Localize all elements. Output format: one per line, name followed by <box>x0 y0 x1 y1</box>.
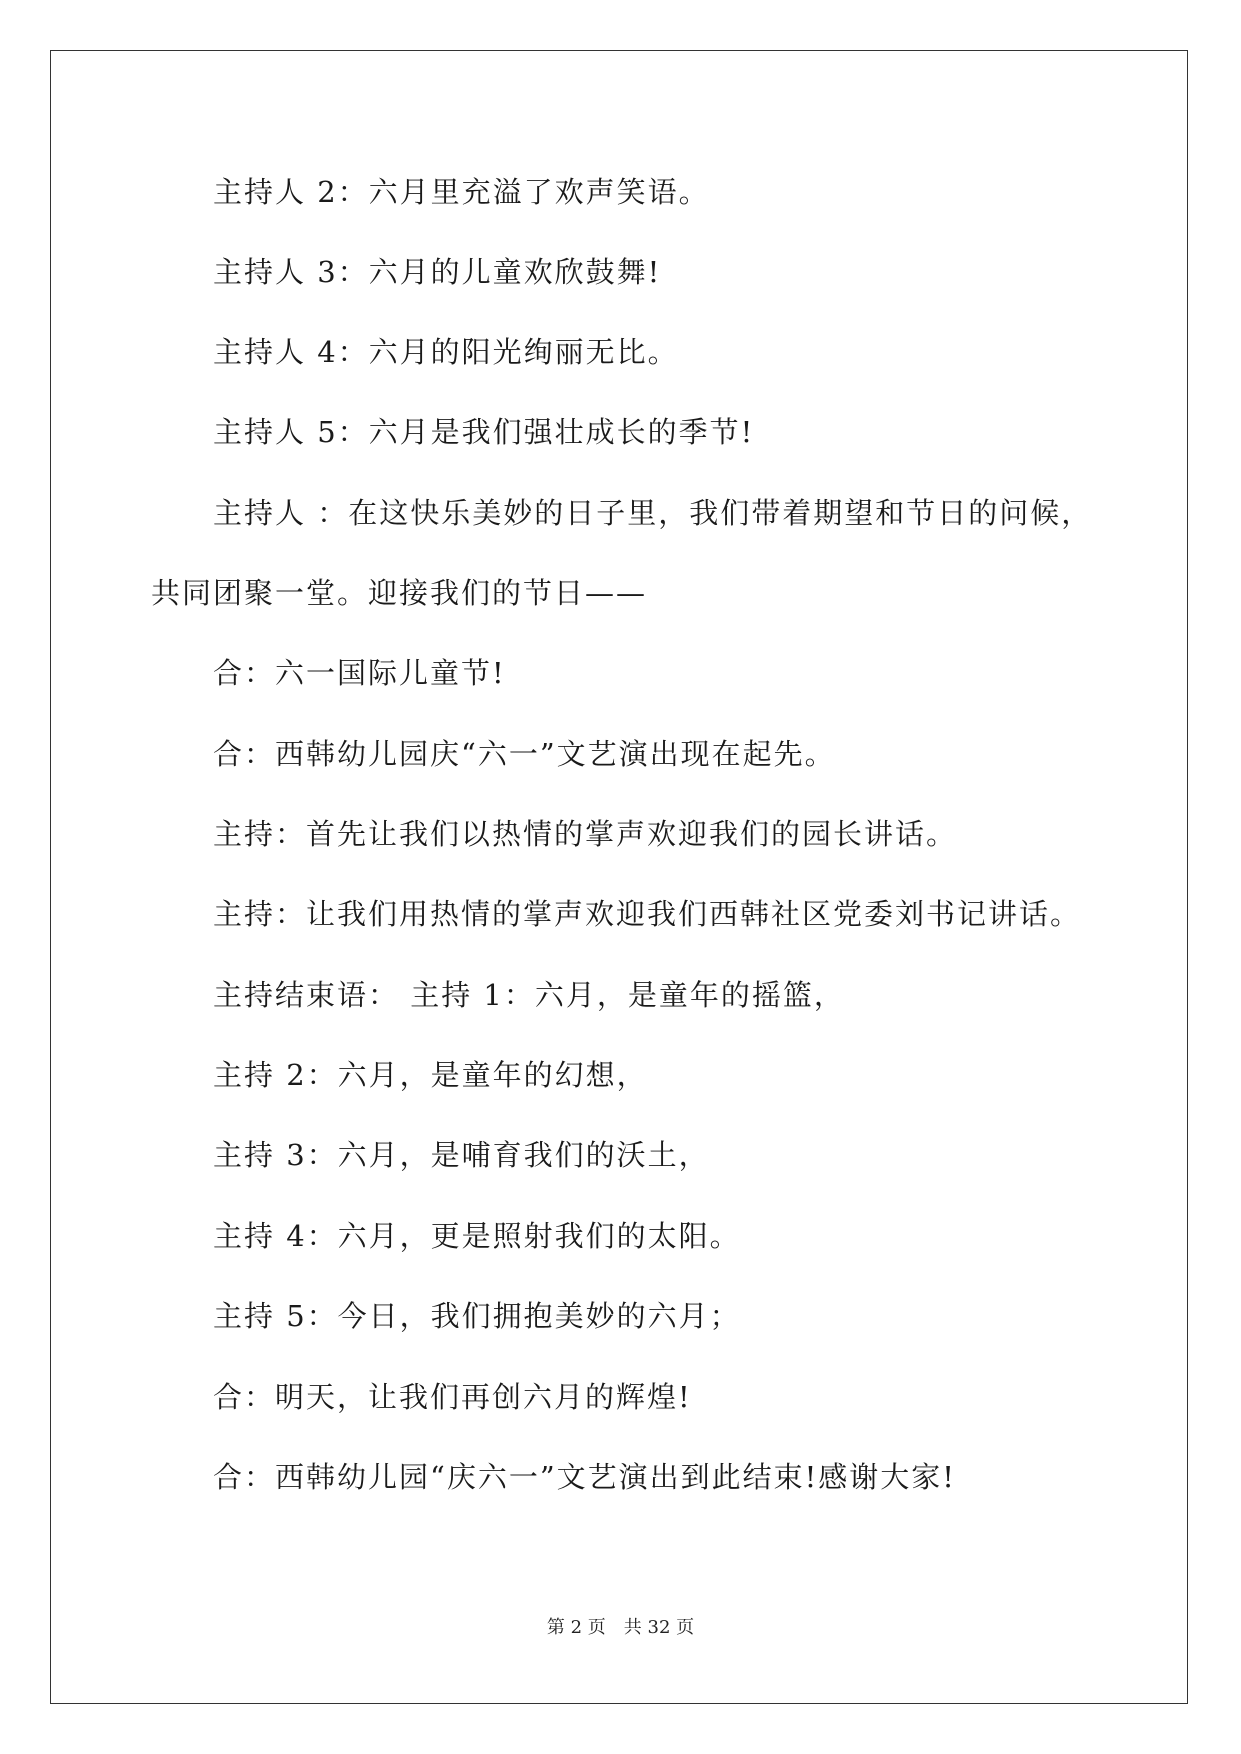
closing-host-2-line: 主持 2：六月，是童年的幻想， <box>213 1058 648 1092</box>
chorus-line-1: 合：六一国际儿童节! <box>213 656 506 690</box>
closing-chorus-line-2: 合：西韩幼儿园“庆六一”文艺演出到此结束!感谢大家! <box>213 1460 956 1494</box>
closing-host-4-line: 主持 4：六月，更是照射我们的太阳。 <box>213 1219 741 1253</box>
host-line: 主持人 ：在这快乐美妙的日子里，我们带着期望和节日的问候， <box>213 496 1093 530</box>
closing-host-5-line: 主持 5：今日，我们拥抱美妙的六月； <box>213 1299 741 1333</box>
host-line-continued: 共同团聚一堂。迎接我们的节日—— <box>151 576 648 610</box>
host-5-line: 主持人 5：六月是我们强壮成长的季节! <box>213 415 755 449</box>
closing-chorus-line-1: 合：明天，让我们再创六月的辉煌! <box>213 1380 692 1414</box>
host-2-line: 主持人 2：六月里充溢了欢声笑语。 <box>213 175 710 209</box>
closing-host-1-line: 主持结束语： 主持 1：六月，是童年的摇篮， <box>213 978 845 1012</box>
host-3-line: 主持人 3：六月的儿童欢欣鼓舞! <box>213 255 662 289</box>
page-number: 第 2 页 共 32 页 <box>546 1617 695 1638</box>
page-border <box>50 50 1188 1704</box>
host-line-secretary: 主持：让我们用热情的掌声欢迎我们西韩社区党委刘书记讲话。 <box>213 897 1082 931</box>
host-4-line: 主持人 4：六月的阳光绚丽无比。 <box>213 335 679 369</box>
chorus-line-2: 合：西韩幼儿园庆“六一”文艺演出现在起先。 <box>213 737 836 771</box>
host-line-principal: 主持：首先让我们以热情的掌声欢迎我们的园长讲话。 <box>213 817 958 851</box>
closing-host-3-line: 主持 3：六月，是哺育我们的沃土， <box>213 1138 710 1172</box>
